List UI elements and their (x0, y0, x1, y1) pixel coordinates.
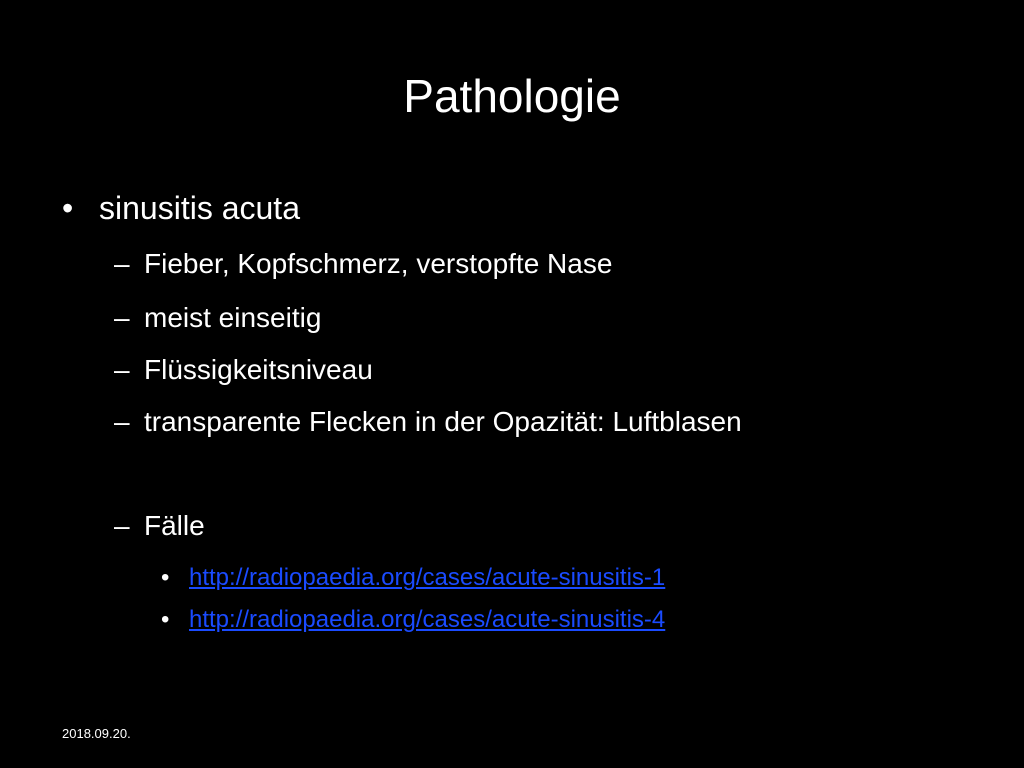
case-item-2 (161, 604, 665, 636)
sub-item-unilateral (114, 300, 321, 336)
dash-marker: – (114, 248, 130, 279)
slide-date: 2018.09.20. (62, 726, 131, 741)
slide-title: Pathologie (403, 70, 621, 122)
sub-item-air-bubbles (114, 404, 742, 440)
bullet-marker: • (62, 190, 74, 226)
bullet-marker: • (161, 606, 170, 633)
dash-marker: – (114, 510, 130, 541)
bullet-sinusitis-acuta (62, 188, 300, 228)
bullet-text: sinusitis acuta (99, 190, 300, 226)
sub-item-text: Fieber, Kopfschmerz, verstopfte Nase (144, 248, 613, 279)
case-item-1 (161, 562, 665, 594)
case-link-1[interactable]: http://radiopaedia.org/cases/acute-sinusitis-1 (189, 564, 666, 591)
case-link-2[interactable]: http://radiopaedia.org/cases/acute-sinusitis-4 (189, 606, 666, 633)
sub-item-text: meist einseitig (144, 302, 322, 333)
dash-marker: – (114, 406, 130, 437)
sub-item-text: Fälle (144, 510, 205, 541)
sub-item-symptoms (114, 246, 612, 282)
sub-item-text: Flüssigkeitsniveau (144, 354, 373, 385)
dash-marker: – (114, 354, 130, 385)
bullet-marker: • (161, 564, 170, 591)
sub-item-fluid-level (114, 352, 373, 388)
sub-item-text: transparente Flecken in der Opazität: Luftblasen (144, 406, 742, 437)
dash-marker: – (114, 302, 130, 333)
sub-item-cases (114, 508, 205, 544)
